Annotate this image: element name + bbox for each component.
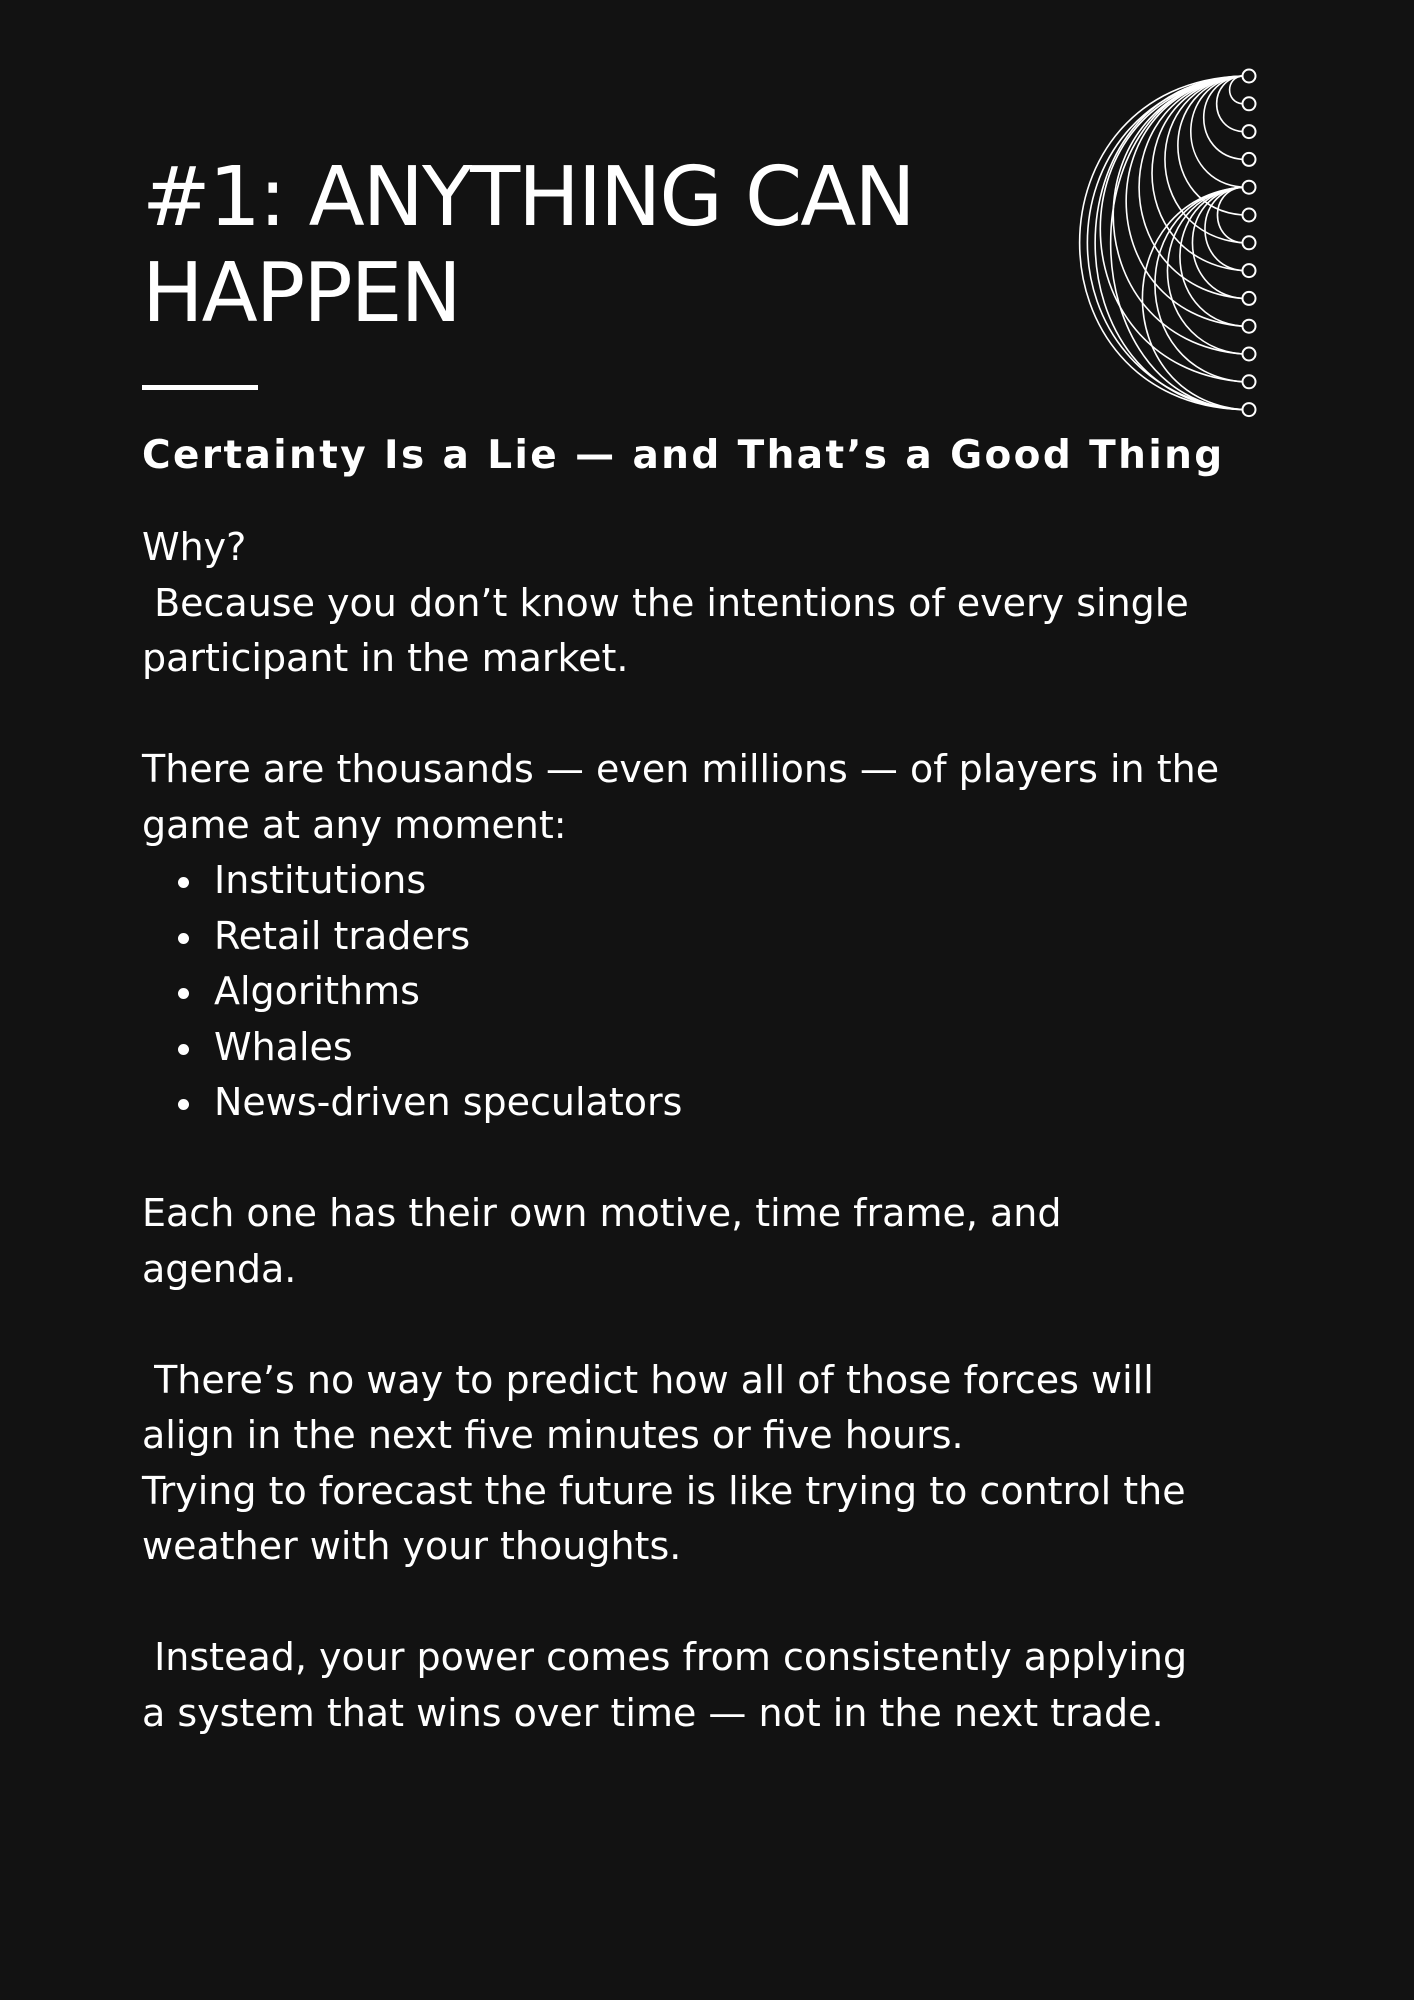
page-title: [142, 150, 1042, 342]
motive-line-2: agenda.: [142, 1246, 297, 1291]
paragraph-gap: [142, 1575, 1342, 1631]
paragraph-gap: [142, 1297, 1342, 1353]
list-item-label: Whales: [214, 1024, 353, 1069]
list-item-label: Institutions: [214, 858, 427, 902]
subtitle: Certainty Is a Lie — and That’s a Good Thing: [142, 433, 1225, 478]
power-line-2: a system that wins over time — not in the next trade.: [142, 1690, 1164, 1735]
bullet-icon: [178, 1099, 189, 1110]
list-item: [214, 1020, 1342, 1076]
intro-line-2: participant in the market.: [142, 636, 629, 680]
list-item-label: Algorithms: [214, 969, 420, 1013]
players-list: [142, 853, 1342, 1131]
paragraph-gap: [142, 1131, 1342, 1187]
page-title-line-1: #1: ANYTHING CAN: [142, 150, 914, 245]
list-item: [214, 1075, 1342, 1131]
list-item: [214, 964, 1342, 1020]
intro-line-1: Because you don’t know the intentions of every single: [142, 580, 1189, 625]
forecast-line-2: weather with your thoughts.: [142, 1524, 682, 1568]
players-line-1: There are thousands — even millions — of players in the: [142, 747, 1220, 791]
paragraph-gap: [142, 687, 1342, 743]
bullet-icon: [178, 877, 189, 888]
list-item-label: News-driven speculators: [214, 1080, 683, 1124]
body-copy: [142, 520, 1342, 1741]
power-line-1: Instead, your power comes from consistently applying: [142, 1635, 1188, 1679]
forecast-line-1: Trying to forecast the future is like trying to control the: [142, 1468, 1186, 1513]
bullet-icon: [178, 1044, 189, 1055]
motive-line-1: Each one has their own motive, time frame, and: [142, 1191, 1062, 1235]
arc-network-emblem-icon: [1070, 60, 1270, 420]
page-title-line-2: HAPPEN: [142, 246, 460, 341]
predict-line-2: align in the next five minutes or five hours.: [142, 1413, 964, 1457]
bullet-icon: [178, 988, 189, 999]
intro-question: Why?: [142, 525, 247, 569]
predict-line-1: There’s no way to predict how all of those forces will: [142, 1357, 1154, 1402]
list-item-label: Retail traders: [214, 913, 471, 958]
title-divider: [142, 385, 258, 390]
bullet-icon: [178, 933, 189, 944]
list-item: [214, 909, 1342, 965]
players-line-2: game at any moment:: [142, 802, 567, 847]
list-item: [214, 853, 1342, 909]
